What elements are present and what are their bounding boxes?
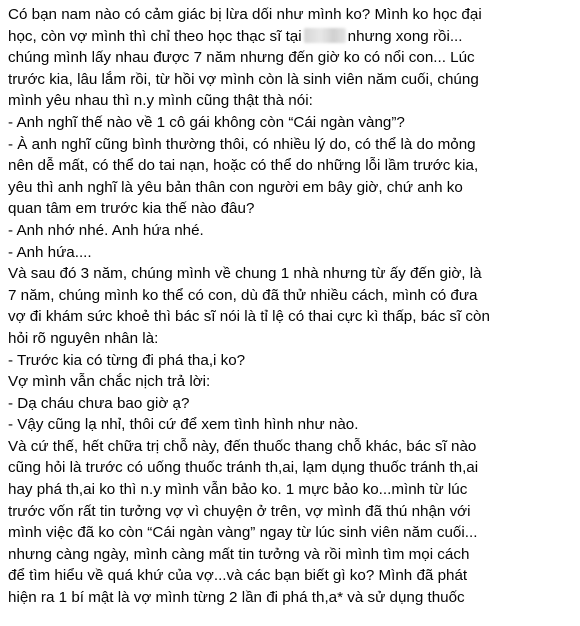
post-line: mình yêu nhau thì n.y mình cũng thật thà nói: xyxy=(8,92,313,110)
post-line-part: nhưng xong rồi... xyxy=(347,27,463,45)
post-line: quan tâm em trước kia thế nào đâu? xyxy=(8,200,255,218)
post-line: vợ đi khám sức khoẻ thì bác sĩ nói là tỉ lệ có thai cực kì thấp, bác sĩ còn xyxy=(8,308,490,326)
post-line: hỏi rõ nguyên nhân là: xyxy=(8,329,159,347)
post-line: nhưng càng ngày, mình càng mất tin tưởng và rồi mình tìm mọi cách xyxy=(8,545,470,563)
post-line: - Anh nhớ nhé. Anh hứa nhé. xyxy=(8,221,204,239)
post-line: - Anh hứa.... xyxy=(8,243,92,261)
post-line: - Trước kia có từng đi phá tha,i ko? xyxy=(8,351,246,369)
post-line: Và sau đó 3 năm, chúng mình về chung 1 nhà nhưng từ ấy đến giờ, là xyxy=(8,265,482,283)
post-line: để tìm hiểu về quá khứ của vợ...và các bạn biết gì ko? Mình đã phát xyxy=(8,567,468,585)
post-line: trước vốn rất tin tưởng vợ vì chuyện ở trên, vợ mình đã thú nhận với xyxy=(8,502,471,520)
post-line-part: học, còn vợ mình thì chỉ theo học thạc sĩ tại xyxy=(8,27,302,45)
post-line: cũng hỏi là trước có uống thuốc tránh th,ai, lạm dụng thuốc tránh th,ai xyxy=(8,459,479,477)
post-line: nên dễ mất, có thể do tai nạn, hoặc có thể do những lỗi lầm trước kia, xyxy=(8,157,479,175)
post-line: Vợ mình vẫn chắc nịch trả lời: xyxy=(8,373,211,391)
redacted-text-blur xyxy=(304,28,346,43)
post-line: yêu thì anh nghĩ là yêu bản thân con người em bây giờ, chứ anh ko xyxy=(8,178,463,196)
post-line: hay phá th,ai ko thì n.y mình vẫn bảo ko. 1 mực bảo ko...mình từ lúc xyxy=(8,481,468,499)
post-line: hiện ra 1 bí mật là vợ mình từng 2 lần đi phá th,a* và sử dụng thuốc xyxy=(8,589,465,607)
post-line: mình việc đã ko còn “Cái ngàn vàng” ngay từ lúc sinh viên năm cuối... xyxy=(8,524,478,542)
post-line: - Dạ cháu chưa bao giờ ạ? xyxy=(8,394,190,412)
post-line: trước kia, lâu lắm rồi, từ hồi vợ mình còn là sinh viên năm cuối, chúng xyxy=(8,70,479,88)
post-line: - Anh nghĩ thế nào về 1 cô gái không còn “Cái ngàn vàng”? xyxy=(8,113,405,131)
post-line: Và cứ thế, hết chữa trị chỗ này, đến thuốc thang chỗ khác, bác sĩ nào xyxy=(8,437,477,455)
post-line: - Vậy cũng lạ nhỉ, thôi cứ để xem tình hình như nào. xyxy=(8,416,359,434)
post-line: - À anh nghĩ cũng bình thường thôi, có nhiều lý do, có thể là do mỏng xyxy=(8,135,476,153)
post-line: 7 năm, chúng mình ko thể có con, dù đã thử nhiều cách, mình có đưa xyxy=(8,286,478,304)
post-line: chúng mình lấy nhau được 7 năm nhưng đến giờ ko có nổi con... Lúc xyxy=(8,49,475,67)
post-line xyxy=(8,26,574,48)
post-line: Có bạn nam nào có cảm giác bị lừa dối như mình ko? Mình ko học đại xyxy=(8,6,482,23)
